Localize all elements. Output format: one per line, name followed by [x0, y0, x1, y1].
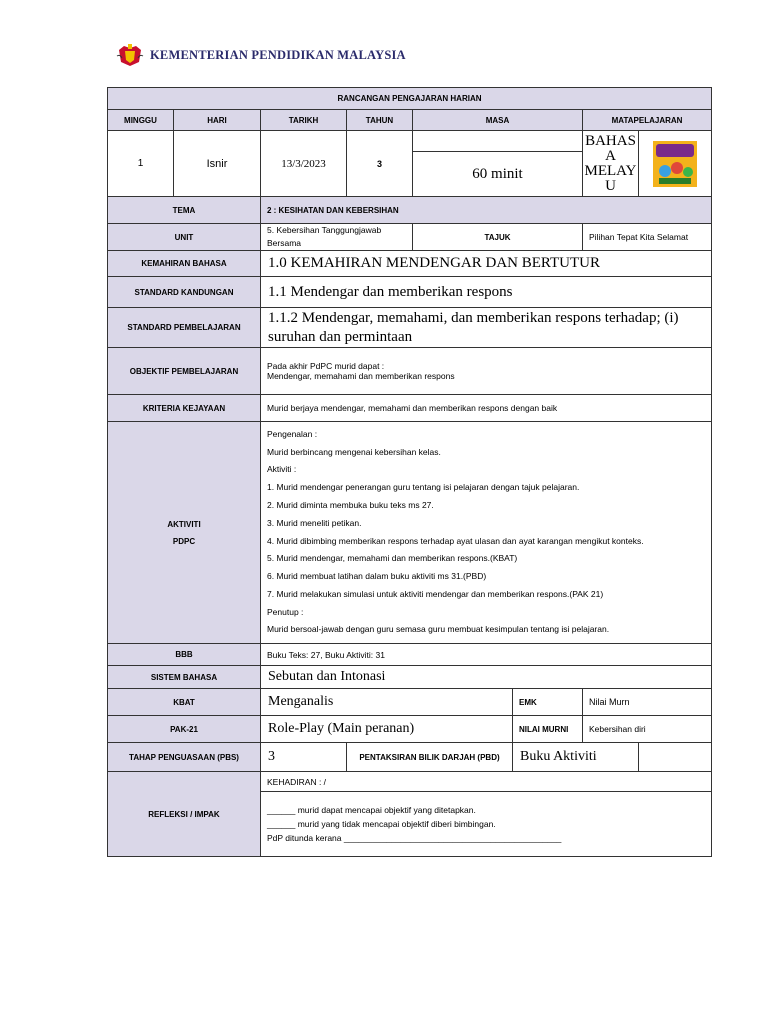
value-tema: 2 : KESIHATAN DAN KEBERSIHAN: [261, 197, 712, 224]
value-masa: 60 minit: [413, 152, 583, 197]
aktiviti-line: Murid berbincang mengenai kebersihan kelas.: [267, 446, 441, 457]
aktiviti-label-line-1: AKTIVITI: [167, 519, 201, 529]
value-nilai: Kebersihan diri: [583, 716, 712, 743]
aktiviti-line: 3. Murid meneliti petikan.: [267, 517, 362, 528]
label-sp: STANDARD PEMBELAJARAN: [108, 308, 261, 348]
label-emk: EMK: [513, 689, 583, 716]
value-sk: 1.1 Mendengar dan memberikan respons: [261, 277, 712, 308]
textbook-cover-icon: [653, 141, 697, 187]
masa-blank: [413, 131, 583, 152]
aktiviti-line: Pengenalan :: [267, 428, 318, 439]
aktiviti-line: 6. Murid membuat latihan dalam buku aktiviti ms 31.(PBD): [267, 571, 487, 582]
value-hari: Isnir: [174, 131, 261, 197]
pbd-blank: [639, 743, 712, 772]
value-unit: 5. Kebersihan Tanggungjawab Bersama: [261, 224, 413, 251]
value-aktiviti: [261, 422, 712, 644]
value-tp: 3: [261, 743, 347, 772]
value-objektif: [261, 348, 712, 395]
label-kemahiran: KEMAHIRAN BAHASA: [108, 251, 261, 277]
plan-title: RANCANGAN PENGAJARAN HARIAN: [108, 88, 712, 110]
value-tarikh: 13/3/2023: [261, 131, 347, 197]
objektif-line-1: Pada akhir PdPC murid dapat :: [267, 361, 385, 371]
label-tema: TEMA: [108, 197, 261, 224]
value-kehadiran: KEHADIRAN : /: [261, 772, 712, 792]
crest-icon: [116, 42, 144, 68]
col-hari: HARI: [174, 110, 261, 131]
ministry-name: KEMENTERIAN PENDIDIKAN MALAYSIA: [150, 47, 406, 62]
ministry-header: [116, 40, 406, 70]
value-emk: Nilai Murn: [583, 689, 712, 716]
value-kriteria: Murid berjaya mendengar, memahami dan memberikan respons dengan baik: [261, 395, 712, 422]
col-tahun: TAHUN: [347, 110, 413, 131]
label-tp: TAHAP PENGUASAAN (PBS): [108, 743, 261, 772]
label-sk: STANDARD KANDUNGAN: [108, 277, 261, 308]
label-unit: UNIT: [108, 224, 261, 251]
label-refleksi: REFLEKSI / IMPAK: [108, 772, 261, 857]
label-objektif: OBJEKTIF PEMBELAJARAN: [108, 348, 261, 395]
aktiviti-line: 7. Murid melakukan simulasi untuk aktiviti mendengar dan memberikan respons.(PAK 21): [267, 588, 604, 599]
value-matapelajaran: BAHAS A MELAY U: [583, 131, 639, 197]
value-tajuk: Pilihan Tepat Kita Selamat: [583, 224, 712, 251]
label-bbb: BBB: [108, 644, 261, 666]
col-masa: MASA: [413, 110, 583, 131]
label-pbd: PENTAKSIRAN BILIK DARJAH (PBD): [347, 743, 513, 772]
refleksi-line: ______ murid yang tidak mencapai objektif diberi bimbingan.: [267, 819, 496, 829]
label-nilai: NILAI MURNI: [513, 716, 583, 743]
value-pak: Role-Play (Main peranan): [261, 716, 513, 743]
col-matapelajaran: MATAPELAJARAN: [583, 110, 712, 131]
aktiviti-line: Penutup :: [267, 606, 304, 617]
label-tajuk: TAJUK: [413, 224, 583, 251]
value-sistem: Sebutan dan Intonasi: [261, 666, 712, 689]
aktiviti-line: Murid bersoal-jawab dengan guru semasa guru membuat kesimpulan tentang isi pelajaran.: [267, 624, 610, 635]
value-tahun: 3: [347, 131, 413, 197]
value-pbd: Buku Aktiviti: [513, 743, 639, 772]
refleksi-line: ______ murid dapat mencapai objektif yang ditetapkan.: [267, 805, 476, 815]
lesson-plan-table: [107, 87, 712, 857]
aktiviti-line: 4. Murid dibimbing memberikan respons terhadap ayat ulasan dan ayat karangan mengikut konteks.: [267, 535, 644, 546]
aktiviti-line: 2. Murid diminta membuka buku teks ms 27.: [267, 499, 434, 510]
label-aktiviti: [108, 422, 261, 644]
aktiviti-label-line-2: PDPC: [172, 536, 196, 546]
value-refleksi: [261, 792, 712, 857]
value-minggu: 1: [108, 131, 174, 197]
aktiviti-line: 5. Murid mendengar, memahami dan memberikan respons.(KBAT): [267, 553, 518, 564]
value-sp: 1.1.2 Mendengar, memahami, dan memberikan respons terhadap; (i) suruhan dan permintaan: [261, 308, 712, 348]
refleksi-line: PdP ditunda kerana ______________________________________________: [267, 833, 562, 843]
aktiviti-line: 1. Murid mendengar penerangan guru tentang isi pelajaran dengan tajuk pelajaran.: [267, 482, 580, 493]
col-minggu: MINGGU: [108, 110, 174, 131]
value-kbat: Menganalis: [261, 689, 513, 716]
textbook-cover-cell: [639, 131, 712, 197]
label-kbat: KBAT: [108, 689, 261, 716]
col-tarikh: TARIKH: [261, 110, 347, 131]
value-bbb: Buku Teks: 27, Buku Aktiviti: 31: [261, 644, 712, 666]
value-kemahiran: 1.0 KEMAHIRAN MENDENGAR DAN BERTUTUR: [261, 251, 712, 277]
aktiviti-line: Aktiviti :: [267, 464, 297, 475]
label-sistem: SISTEM BAHASA: [108, 666, 261, 689]
label-kriteria: KRITERIA KEJAYAAN: [108, 395, 261, 422]
label-pak: PAK-21: [108, 716, 261, 743]
objektif-line-2: Mendengar, memahami dan memberikan respons: [267, 371, 455, 381]
